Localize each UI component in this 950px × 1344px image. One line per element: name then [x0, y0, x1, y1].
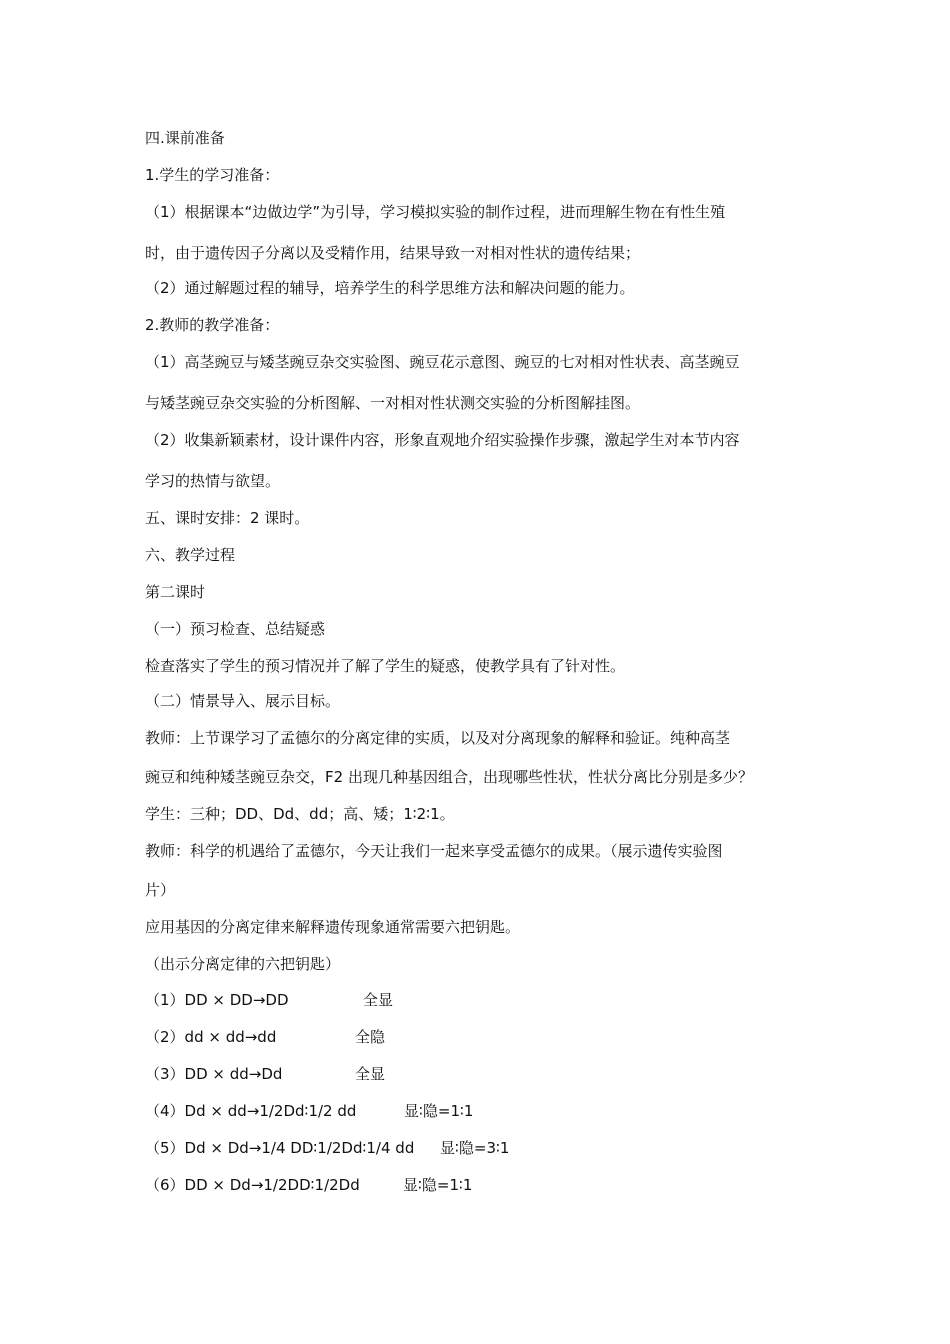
lesson-heading: 第二课时: [145, 583, 206, 601]
student-prep-heading: 1.学生的学习准备：: [145, 166, 280, 184]
subsection-heading: （二）情景导入、展示目标。: [145, 692, 341, 710]
key-formula: （3）DD × dd→Dd: [145, 1065, 283, 1083]
paragraph-line: 豌豆和纯种矮茎豌豆杂交，F2 出现几种基因组合，出现哪些性状，性状分离比分别是多少？: [145, 768, 753, 786]
teacher-prep-heading: 2.教师的教学准备：: [145, 316, 280, 334]
paragraph-line: 时，由于遗传因子分离以及受精作用，结果导致一对相对性状的遗传结果；: [145, 244, 641, 262]
key-formula: （2）dd × dd→dd: [145, 1028, 277, 1046]
key-item: [145, 1101, 815, 1121]
paragraph-line: （出示分离定律的六把钥匙）: [145, 955, 341, 973]
key-formula: （1）DD × DD→DD: [145, 991, 289, 1009]
paragraph-line: 学生：三种；DD、Dd、dd；高、矮；1∶2∶1。: [145, 805, 455, 823]
key-item: [145, 990, 815, 1010]
subsection-heading: （一）预习检查、总结疑惑: [145, 620, 326, 638]
key-item: [145, 1175, 815, 1195]
paragraph-line: 与矮茎豌豆杂交实验的分析图解、一对相对性状测交实验的分析图解挂图。: [145, 394, 641, 412]
key-result: 全显: [363, 991, 394, 1009]
key-item: [145, 1138, 815, 1158]
section-heading-process: 六、教学过程: [145, 546, 236, 564]
key-formula: （6）DD × Dd→1/2DD∶1/2Dd: [145, 1176, 360, 1194]
paragraph-line: 片）: [145, 881, 176, 899]
section-heading-preparation: 四.课前准备: [145, 129, 225, 147]
key-result: 全显: [355, 1065, 386, 1083]
key-result: 显∶隐=1∶1: [403, 1176, 473, 1194]
key-result: 显∶隐=3∶1: [440, 1139, 510, 1157]
paragraph-line: 应用基因的分离定律来解释遗传现象通常需要六把钥匙。: [145, 918, 521, 936]
paragraph-line: （1）高茎豌豆与矮茎豌豆杂交实验图、豌豆花示意图、豌豆的七对相对性状表、高茎豌豆: [145, 353, 740, 371]
paragraph-line: （2）收集新颖素材，设计课件内容，形象直观地介绍实验操作步骤，激起学生对本节内容: [145, 431, 740, 449]
key-formula: （5）Dd × Dd→1/4 DD∶1/2Dd∶1/4 dd: [145, 1139, 415, 1157]
paragraph-line: 检查落实了学生的预习情况并了解了学生的疑惑，使教学具有了针对性。: [145, 657, 626, 675]
key-formula: （4）Dd × dd→1/2Dd∶1/2 dd: [145, 1102, 357, 1120]
key-result: 显∶隐=1∶1: [404, 1102, 474, 1120]
section-heading-schedule: 五、课时安排：2 课时。: [145, 509, 310, 527]
paragraph-line: 教师：上节课学习了孟德尔的分离定律的实质，以及对分离现象的解释和验证。纯种高茎: [145, 729, 731, 747]
key-item: [145, 1064, 815, 1084]
key-result: 全隐: [355, 1028, 386, 1046]
paragraph-line: （2）通过解题过程的辅导，培养学生的科学思维方法和解决问题的能力。: [145, 279, 635, 297]
paragraph-line: （1）根据课本“边做边学”为引导，学习模拟实验的制作过程，进而理解生物在有性生殖: [145, 203, 726, 221]
paragraph-line: 教师：科学的机遇给了孟德尔，今天让我们一起来享受孟德尔的成果。（展示遗传实验图: [145, 842, 723, 860]
key-item: [145, 1027, 815, 1047]
paragraph-line: 学习的热情与欲望。: [145, 472, 281, 490]
